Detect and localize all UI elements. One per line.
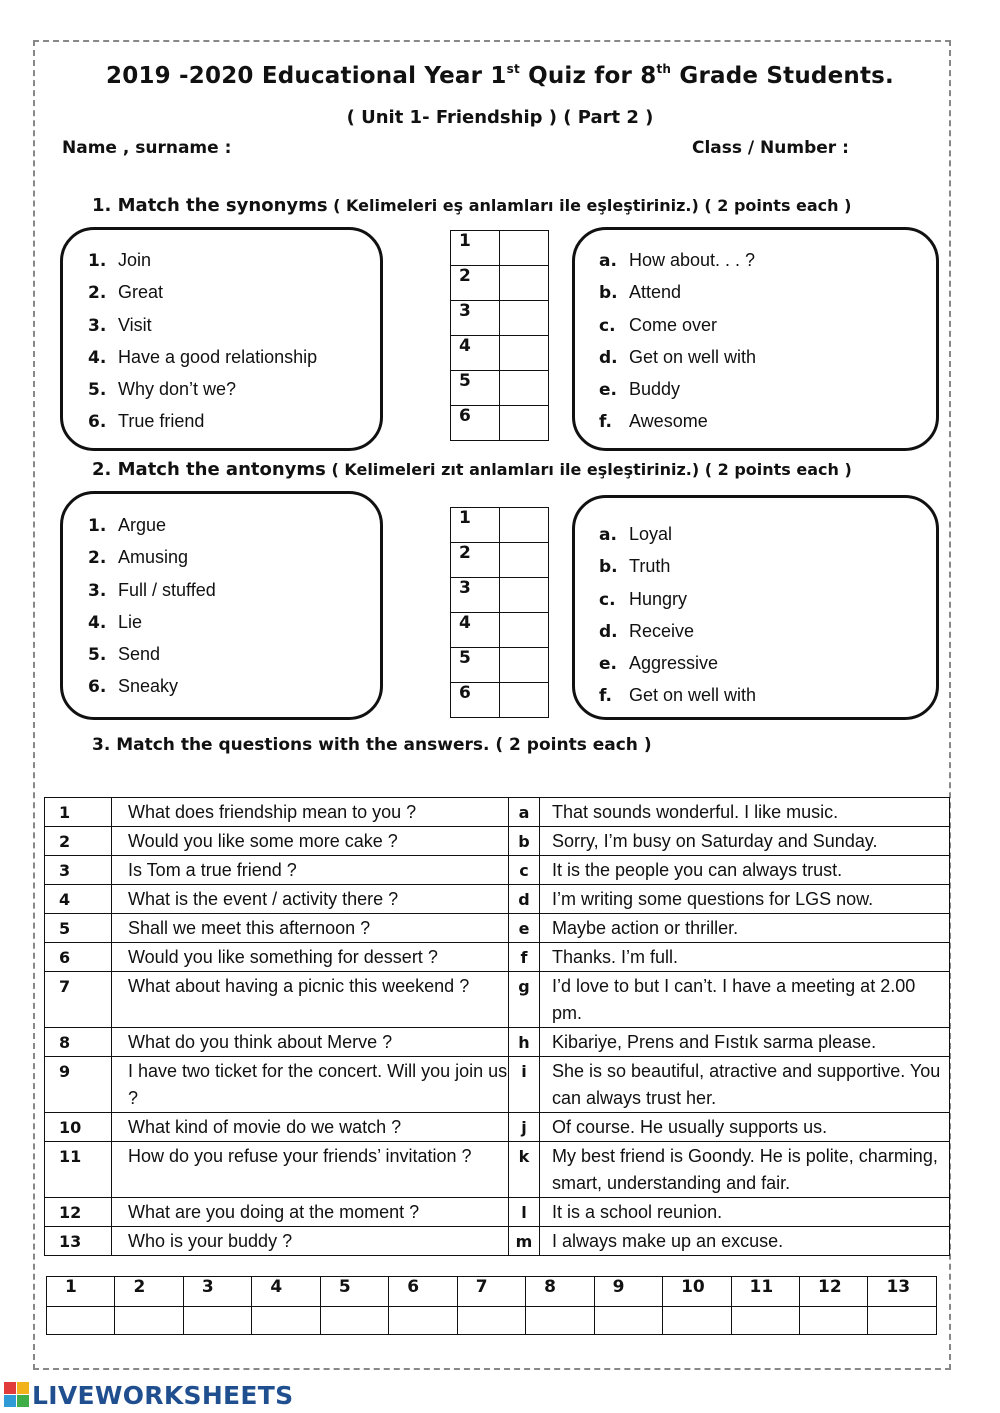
grid-number: 7 xyxy=(457,1277,525,1307)
grid-number: 12 xyxy=(799,1277,867,1307)
table-row xyxy=(45,885,950,914)
questions-answers-table xyxy=(44,797,950,1256)
item-text: Get on well with xyxy=(629,685,757,706)
answer-blank[interactable] xyxy=(500,336,549,371)
item-number: a. xyxy=(599,251,617,271)
list-item xyxy=(599,276,756,308)
list-item xyxy=(599,309,756,341)
grid-answer-blank[interactable] xyxy=(183,1307,251,1335)
item-text: Join xyxy=(118,250,152,270)
grid-number: 6 xyxy=(389,1277,457,1307)
list-item xyxy=(88,670,216,702)
question-text: Is Tom a true friend ? xyxy=(112,856,509,885)
question-text: What does friendship mean to you ? xyxy=(112,798,509,827)
item-text: How about. . . ? xyxy=(629,250,756,270)
question-number: 4 xyxy=(45,885,112,914)
item-number: f. xyxy=(599,686,612,707)
answer-row xyxy=(451,578,549,613)
answer-row xyxy=(451,543,549,578)
table-row xyxy=(45,972,950,1028)
item-number: 1. xyxy=(88,251,107,271)
answer-number: 4 xyxy=(451,613,500,648)
section1-right-list xyxy=(599,244,756,438)
item-number: 1. xyxy=(88,516,107,536)
answer-number: 3 xyxy=(451,301,500,336)
answer-blank[interactable] xyxy=(500,406,549,441)
answer-row xyxy=(451,266,549,301)
list-item xyxy=(599,341,756,373)
table-row xyxy=(45,1198,950,1227)
list-item xyxy=(599,244,756,276)
item-text: Sneaky xyxy=(118,676,179,697)
item-number: 3. xyxy=(88,315,107,336)
grid-number: 2 xyxy=(115,1277,183,1307)
answer-grid-blanks xyxy=(47,1307,937,1335)
item-number: 2. xyxy=(88,548,107,569)
item-text: Lie xyxy=(118,611,143,632)
item-number: e. xyxy=(599,380,617,401)
liveworksheets-logo-icon xyxy=(4,1382,30,1408)
list-item xyxy=(599,373,756,405)
answer-number: 6 xyxy=(451,406,500,441)
grid-number: 8 xyxy=(526,1277,594,1307)
item-number: a. xyxy=(599,525,617,545)
grid-answer-blank[interactable] xyxy=(457,1307,525,1335)
item-number: 4. xyxy=(88,612,107,633)
answer-letter: i xyxy=(509,1057,540,1113)
answer-text: It is the people you can always trust. xyxy=(540,856,950,885)
question-text: What about having a picnic this weekend ? xyxy=(112,972,509,1028)
answer-letter: c xyxy=(509,856,540,885)
item-text: Amusing xyxy=(118,547,189,568)
section1-title: 1. Match the synonyms ( Kelimeleri eş anlamları ile eşleştiriniz.) ( 2 points each ) xyxy=(92,195,852,216)
question-text: What kind of movie do we watch ? xyxy=(112,1113,509,1142)
answer-blank[interactable] xyxy=(500,266,549,301)
item-text: Come over xyxy=(629,314,718,335)
answer-blank[interactable] xyxy=(500,578,549,613)
grid-answer-blank[interactable] xyxy=(799,1307,867,1335)
item-text: Get on well with xyxy=(629,346,757,367)
answer-text: I’m writing some questions for LGS now. xyxy=(540,885,950,914)
item-number: d. xyxy=(599,347,618,368)
item-text: Buddy xyxy=(629,379,681,400)
answer-text: She is so beautiful, atractive and supportive. You can always trust her. xyxy=(540,1057,950,1113)
list-item xyxy=(88,405,317,437)
question-number: 9 xyxy=(45,1057,112,1113)
grid-number: 9 xyxy=(594,1277,662,1307)
grid-answer-blank[interactable] xyxy=(526,1307,594,1335)
item-text: True friend xyxy=(118,411,205,432)
answer-row xyxy=(451,683,549,718)
answer-row xyxy=(451,301,549,336)
question-number: 7 xyxy=(45,972,112,1028)
list-item xyxy=(88,638,216,670)
list-item xyxy=(88,606,216,638)
answer-letter: a xyxy=(509,798,540,827)
list-item xyxy=(88,276,317,308)
list-item xyxy=(599,405,756,437)
question-text: What do you think about Merve ? xyxy=(112,1028,509,1057)
answer-number: 3 xyxy=(451,578,500,613)
question-number: 1 xyxy=(45,798,112,827)
question-text: Would you like some more cake ? xyxy=(112,827,509,856)
item-text: Aggressive xyxy=(629,653,719,674)
question-text: What is the event / activity there ? xyxy=(112,885,509,914)
item-number: e. xyxy=(599,654,617,675)
item-text: Great xyxy=(118,282,164,303)
list-item xyxy=(88,509,216,541)
answer-letter: h xyxy=(509,1028,540,1057)
list-item xyxy=(88,541,216,573)
table-row xyxy=(45,856,950,885)
item-text: Truth xyxy=(629,556,671,577)
grid-number: 11 xyxy=(731,1277,799,1307)
section1-right-bubble xyxy=(572,227,939,451)
page-title: 2019 -2020 Educational Year 1st Quiz for 8th Grade Students. xyxy=(106,62,894,89)
answer-number: 5 xyxy=(451,371,500,406)
item-number: 2. xyxy=(88,283,107,304)
table-row xyxy=(45,827,950,856)
question-number: 5 xyxy=(45,914,112,943)
table-row xyxy=(45,1028,950,1057)
table-row xyxy=(45,1142,950,1198)
answer-blank[interactable] xyxy=(500,648,549,683)
answer-text: Kibariye, Prens and Fıstık sarma please. xyxy=(540,1028,950,1057)
list-item xyxy=(88,244,317,276)
list-item xyxy=(599,518,756,550)
grid-number: 1 xyxy=(47,1277,115,1307)
class-number-label: Class / Number : xyxy=(692,138,849,158)
list-item xyxy=(88,309,317,341)
section2-right-list xyxy=(599,518,756,712)
question-number: 2 xyxy=(45,827,112,856)
grid-number: 3 xyxy=(183,1277,251,1307)
answer-number: 2 xyxy=(451,543,500,578)
answer-row xyxy=(451,648,549,683)
answer-text: That sounds wonderful. I like music. xyxy=(540,798,950,827)
answer-letter: k xyxy=(509,1142,540,1198)
grid-number: 10 xyxy=(663,1277,731,1307)
question-number: 13 xyxy=(45,1227,112,1256)
item-text: Visit xyxy=(118,314,152,335)
item-text: Full / stuffed xyxy=(118,579,216,600)
question-text: Shall we meet this afternoon ? xyxy=(112,914,509,943)
list-item xyxy=(599,615,756,647)
item-text: Attend xyxy=(629,282,682,303)
section2-title: 2. Match the antonyms ( Kelimeleri zıt anlamları ile eşleştiriniz.) ( 2 points each ) xyxy=(92,459,852,480)
section2-left-bubble xyxy=(60,491,383,720)
item-text: Argue xyxy=(118,515,167,535)
section3-title: 3. Match the questions with the answers. ( 2 points each ) xyxy=(92,735,652,755)
answer-number: 6 xyxy=(451,683,500,718)
list-item xyxy=(599,647,756,679)
item-text: Hungry xyxy=(629,588,688,609)
answer-letter: b xyxy=(509,827,540,856)
answer-blank[interactable] xyxy=(500,613,549,648)
grid-answer-blank[interactable] xyxy=(389,1307,457,1335)
section1-answer-table xyxy=(450,230,549,441)
list-item xyxy=(88,373,317,405)
item-text: Send xyxy=(118,644,161,665)
item-number: 6. xyxy=(88,412,107,433)
answer-blank[interactable] xyxy=(500,371,549,406)
answer-row xyxy=(451,508,549,543)
grid-number: 5 xyxy=(320,1277,388,1307)
item-number: b. xyxy=(599,283,618,304)
question-number: 8 xyxy=(45,1028,112,1057)
answer-letter: l xyxy=(509,1198,540,1227)
answer-text: Maybe action or thriller. xyxy=(540,914,950,943)
grid-answer-blank[interactable] xyxy=(868,1307,937,1335)
item-number: 5. xyxy=(88,380,107,401)
item-text: Loyal xyxy=(629,524,673,544)
list-item xyxy=(599,679,756,711)
grid-answer-blank[interactable] xyxy=(594,1307,662,1335)
answer-number: 1 xyxy=(451,508,500,543)
answer-row xyxy=(451,613,549,648)
grid-answer-blank[interactable] xyxy=(731,1307,799,1335)
item-number: f. xyxy=(599,412,612,433)
item-text: Receive xyxy=(629,620,695,641)
answer-text: I always make up an excuse. xyxy=(540,1227,950,1256)
answer-text: It is a school reunion. xyxy=(540,1198,950,1227)
list-item xyxy=(599,583,756,615)
answer-number: 1 xyxy=(451,231,500,266)
answer-blank[interactable] xyxy=(500,301,549,336)
grid-number: 13 xyxy=(868,1277,937,1307)
item-number: 6. xyxy=(88,677,107,698)
item-text: Why don’t we? xyxy=(118,379,237,400)
liveworksheets-logo xyxy=(4,1381,293,1409)
table-row xyxy=(45,1057,950,1113)
item-number: c. xyxy=(599,589,616,610)
question-number: 12 xyxy=(45,1198,112,1227)
item-number: 4. xyxy=(88,347,107,368)
answer-grid xyxy=(46,1276,937,1335)
answer-blank[interactable] xyxy=(500,231,549,266)
section2-left-list xyxy=(88,509,216,703)
item-number: d. xyxy=(599,621,618,642)
answer-number: 5 xyxy=(451,648,500,683)
answer-letter: f xyxy=(509,943,540,972)
grid-answer-blank[interactable] xyxy=(663,1307,731,1335)
grid-answer-blank[interactable] xyxy=(320,1307,388,1335)
answer-text: I’d love to but I can’t. I have a meeting at 2.00 pm. xyxy=(540,972,950,1028)
answer-blank[interactable] xyxy=(500,683,549,718)
list-item xyxy=(599,550,756,582)
question-text: Would you like something for dessert ? xyxy=(112,943,509,972)
list-item xyxy=(88,574,216,606)
item-number: 5. xyxy=(88,645,107,666)
list-item xyxy=(88,341,317,373)
question-number: 6 xyxy=(45,943,112,972)
answer-row xyxy=(451,371,549,406)
answer-letter: e xyxy=(509,914,540,943)
answer-text: Sorry, I’m busy on Saturday and Sunday. xyxy=(540,827,950,856)
item-number: b. xyxy=(599,557,618,578)
grid-answer-blank[interactable] xyxy=(252,1307,320,1335)
name-surname-label: Name , surname : xyxy=(62,138,232,158)
answer-letter: m xyxy=(509,1227,540,1256)
answer-grid-header xyxy=(47,1277,937,1307)
section2-answer-table xyxy=(450,507,549,718)
question-text: What are you doing at the moment ? xyxy=(112,1198,509,1227)
table-row xyxy=(45,943,950,972)
answer-text: Thanks. I’m full. xyxy=(540,943,950,972)
table-row xyxy=(45,1227,950,1256)
item-number: 3. xyxy=(88,580,107,601)
section1-left-list xyxy=(88,244,317,438)
item-number: c. xyxy=(599,315,616,336)
answer-blank[interactable] xyxy=(500,508,549,543)
section1-left-bubble xyxy=(60,227,383,451)
table-row xyxy=(45,1113,950,1142)
page-subtitle: ( Unit 1- Friendship ) ( Part 2 ) xyxy=(346,107,654,128)
grid-answer-blank[interactable] xyxy=(115,1307,183,1335)
table-row xyxy=(45,798,950,827)
answer-blank[interactable] xyxy=(500,543,549,578)
item-text: Awesome xyxy=(629,411,708,432)
answer-row xyxy=(451,336,549,371)
question-text: How do you refuse your friends’ invitation ? xyxy=(112,1142,509,1198)
grid-answer-blank[interactable] xyxy=(47,1307,115,1335)
question-number: 3 xyxy=(45,856,112,885)
question-text: I have two ticket for the concert. Will you join us ? xyxy=(112,1057,509,1113)
answer-number: 2 xyxy=(451,266,500,301)
liveworksheets-brand: LIVEWORKSHEETS xyxy=(32,1380,294,1410)
answer-text: My best friend is Goondy. He is polite, charming, smart, understanding and fair. xyxy=(540,1142,950,1198)
grid-number: 4 xyxy=(252,1277,320,1307)
question-number: 10 xyxy=(45,1113,112,1142)
section2-right-bubble xyxy=(572,495,939,720)
answer-number: 4 xyxy=(451,336,500,371)
answer-letter: j xyxy=(509,1113,540,1142)
answer-text: Of course. He usually supports us. xyxy=(540,1113,950,1142)
answer-letter: d xyxy=(509,885,540,914)
answer-row xyxy=(451,406,549,441)
item-text: Have a good relationship xyxy=(118,346,318,367)
question-number: 11 xyxy=(45,1142,112,1198)
table-row xyxy=(45,914,950,943)
answer-row xyxy=(451,231,549,266)
question-text: Who is your buddy ? xyxy=(112,1227,509,1256)
answer-letter: g xyxy=(509,972,540,1028)
